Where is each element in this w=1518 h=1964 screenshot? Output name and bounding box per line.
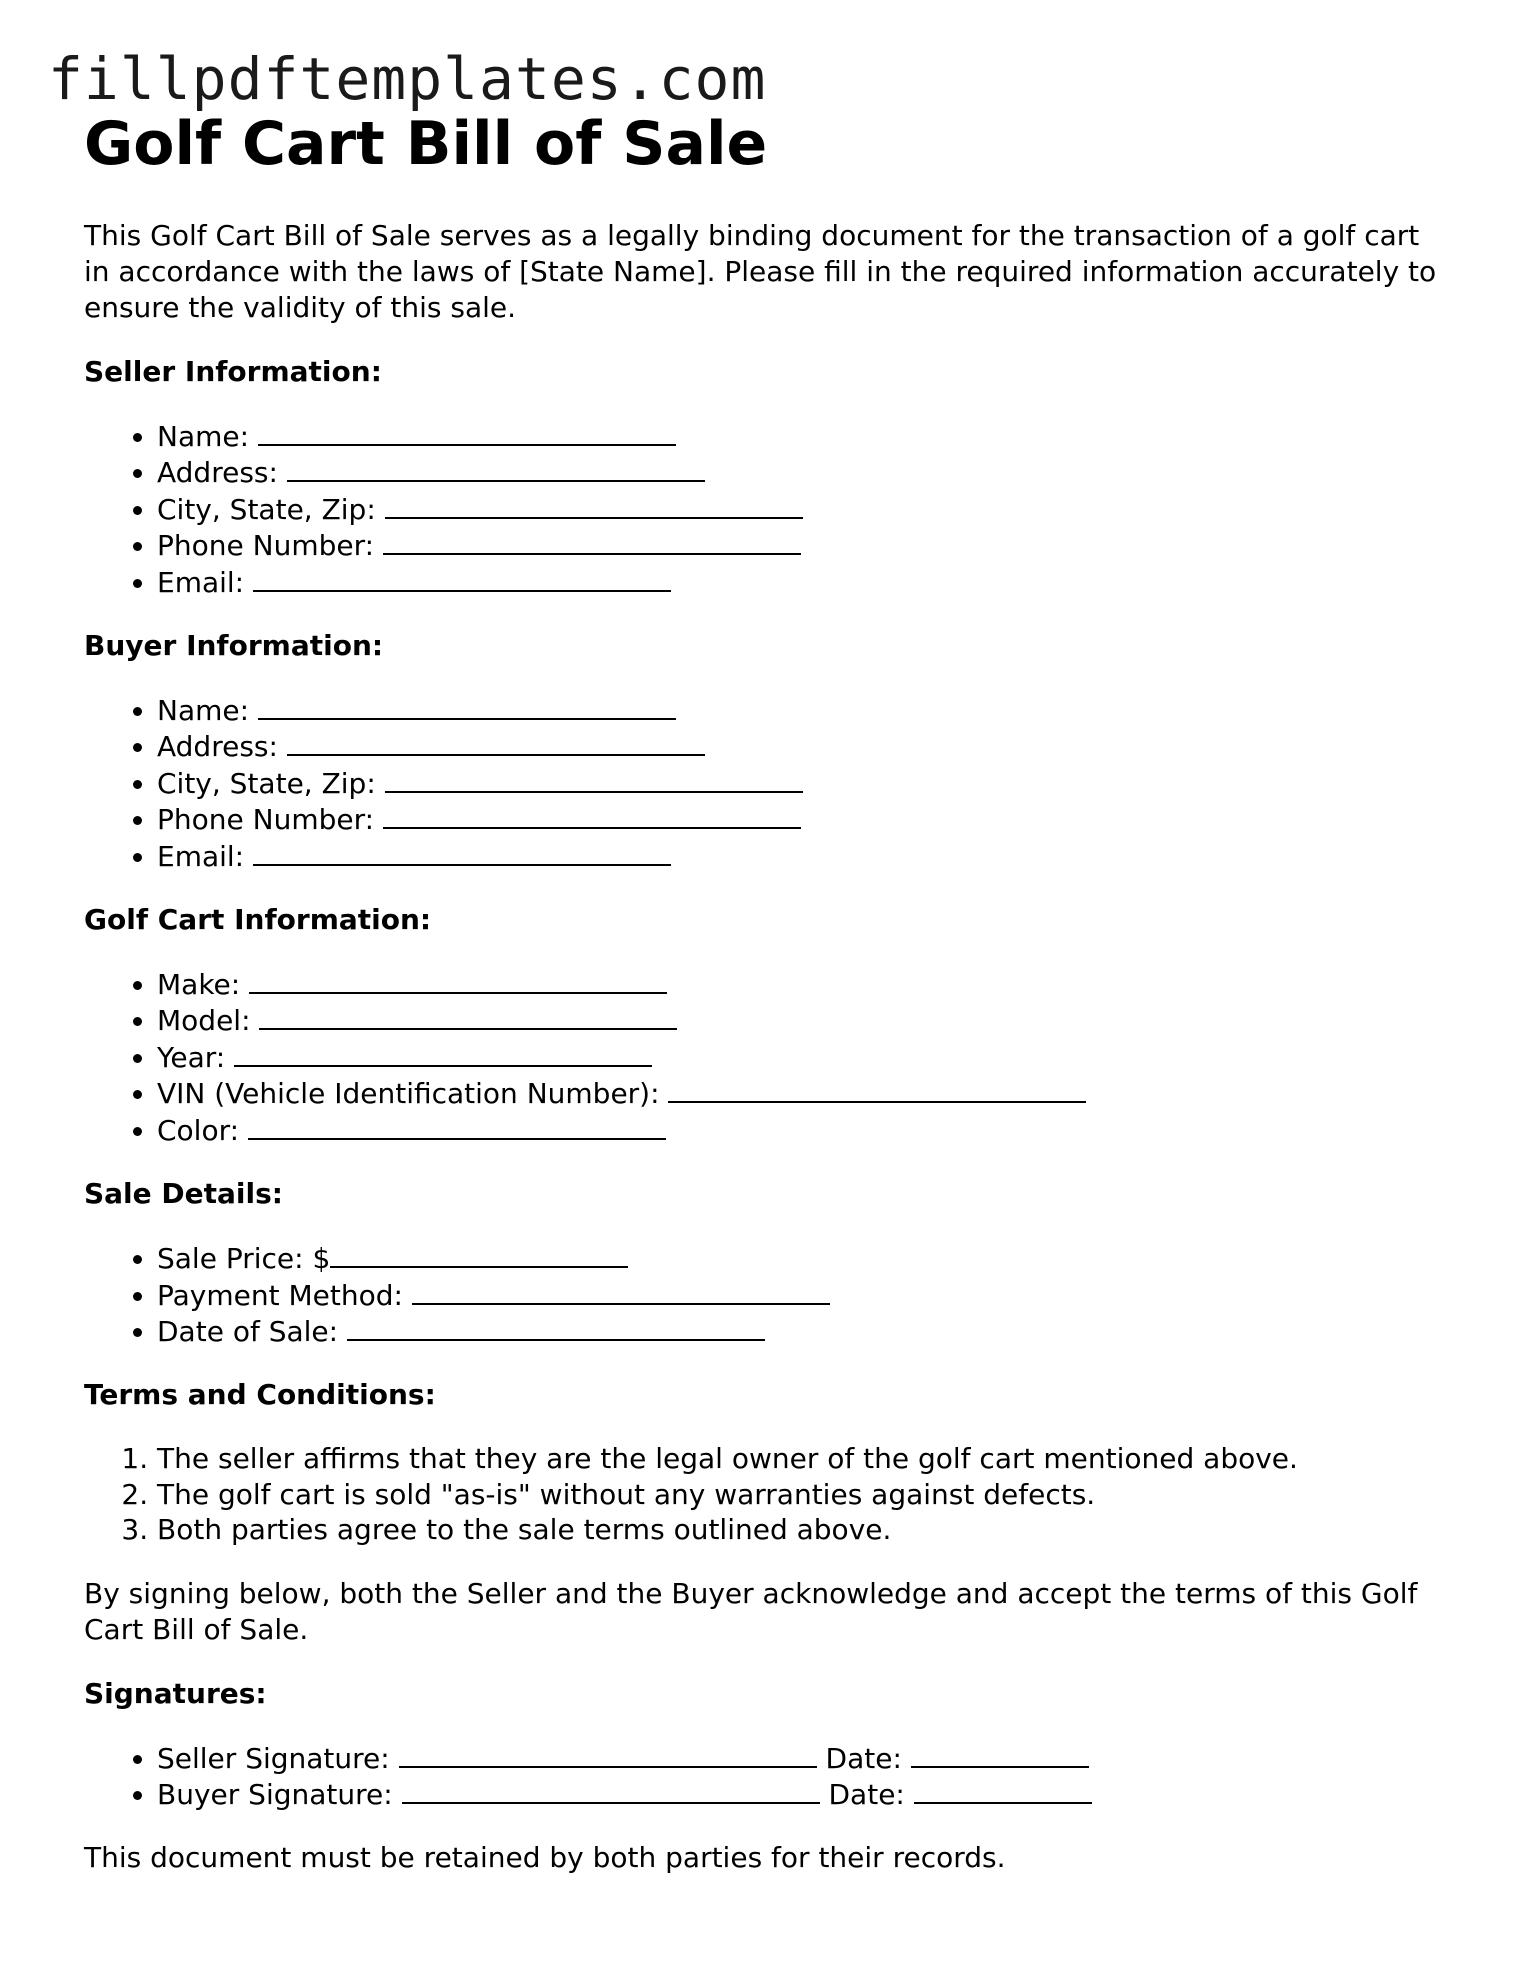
field-label: Payment Method: [157,1278,403,1312]
seller-signature-blank[interactable] [399,1740,817,1768]
cart-color-blank[interactable] [248,1112,666,1140]
date-of-sale-blank[interactable] [347,1313,765,1341]
field-label: City, State, Zip: [157,766,376,800]
cart-model-field [157,1002,1444,1038]
cart-color-field [157,1112,1444,1148]
field-label: Email: [157,839,245,873]
seller-address-field [157,454,1444,490]
buyer-address-blank[interactable] [287,728,705,756]
buyer-address-field [157,728,1444,764]
field-label: Date: [825,1741,902,1775]
buyer-fields-list [84,692,1444,874]
seller-fields-list [84,418,1444,600]
field-label: Year: [157,1040,226,1074]
field-label: Date: [828,1777,905,1811]
field-label: Address: [157,730,278,764]
buyer-email-blank[interactable] [253,838,671,866]
field-label: Name: [157,694,250,728]
cart-model-blank[interactable] [259,1002,677,1030]
terms-list [84,1441,1444,1547]
seller-name-field [157,418,1444,454]
seller-city-state-zip-blank[interactable] [385,491,803,519]
cart-section-heading: Golf Cart Information: [84,903,432,937]
buyer-email-field [157,838,1444,874]
field-label: Phone Number: [157,529,375,563]
seller-date-blank[interactable] [911,1740,1089,1768]
field-label: City, State, Zip: [157,492,376,526]
terms-section-heading: Terms and Conditions: [84,1378,436,1412]
cart-vin-blank[interactable] [668,1075,1086,1103]
terms-item: 3. Both parties agree to the sale terms outlined above. [157,1512,1444,1547]
buyer-name-field [157,692,1444,728]
sale-fields-list [84,1240,1444,1349]
seller-city-state-zip-field [157,491,1444,527]
sale-price-field [157,1240,1444,1276]
sale-section-heading: Sale Details: [84,1177,283,1211]
buyer-phone-blank[interactable] [383,801,801,829]
seller-email-field [157,564,1444,600]
seller-email-blank[interactable] [253,564,671,592]
payment-method-blank[interactable] [412,1277,830,1305]
field-label: VIN (Vehicle Identification Number): [157,1077,660,1111]
field-label: Seller Signature: [157,1741,390,1775]
field-label: Make: [157,968,241,1002]
field-label: Email: [157,565,245,599]
seller-address-blank[interactable] [287,454,705,482]
site-watermark: fillpdftemplates.com [48,45,767,113]
cart-vin-field [157,1075,1444,1111]
payment-method-field [157,1277,1444,1313]
retain-note: This document must be retained by both parties for their records. [84,1841,1006,1875]
seller-phone-blank[interactable] [383,527,801,555]
seller-phone-field [157,527,1444,563]
field-label: Address: [157,456,278,490]
cart-year-field [157,1039,1444,1075]
signatures-list [84,1740,1444,1813]
acknowledgement-paragraph: By signing below, both the Seller and the Buyer acknowledge and accept the terms of this Golf Cart Bill of Sale. [84,1576,1418,1646]
seller-section-heading: Seller Information: [84,355,382,388]
cart-year-blank[interactable] [234,1039,652,1067]
sale-price-blank[interactable] [330,1240,628,1268]
buyer-signature-field [157,1776,1444,1812]
cart-make-blank[interactable] [249,966,667,994]
date-of-sale-field [157,1313,1444,1349]
document-title: Golf Cart Bill of Sale [84,109,768,179]
buyer-name-blank[interactable] [258,692,676,720]
terms-item: 2. The golf cart is sold "as-is" without any warranties against defects. [157,1477,1444,1512]
cart-fields-list [84,966,1444,1148]
cart-make-field [157,966,1444,1002]
field-label: Buyer Signature: [157,1777,393,1811]
field-label: Sale Price: $ [157,1242,331,1276]
signatures-section-heading: Signatures: [84,1676,267,1710]
field-label: Name: [157,420,250,453]
buyer-phone-field [157,801,1444,837]
document-page [84,104,1444,1876]
field-label: Phone Number: [157,803,375,837]
buyer-city-state-zip-blank[interactable] [385,765,803,793]
seller-signature-field [157,1740,1444,1776]
field-label: Model: [157,1004,251,1038]
terms-item: 1. The seller affirms that they are the legal owner of the golf cart mentioned above. [157,1441,1444,1476]
buyer-signature-blank[interactable] [402,1776,820,1804]
field-label: Color: [157,1113,240,1147]
seller-name-blank[interactable] [258,418,676,446]
buyer-section-heading: Buyer Information: [84,629,384,663]
intro-paragraph: This Golf Cart Bill of Sale serves as a legally binding document for the transaction of a golf cart in accordance with the laws of [State Name]. Please fill in the required information accurately to ensure the validity of this sale. [84,219,1437,324]
field-label: Date of Sale: [157,1314,339,1348]
buyer-date-blank[interactable] [914,1776,1092,1804]
buyer-city-state-zip-field [157,765,1444,801]
